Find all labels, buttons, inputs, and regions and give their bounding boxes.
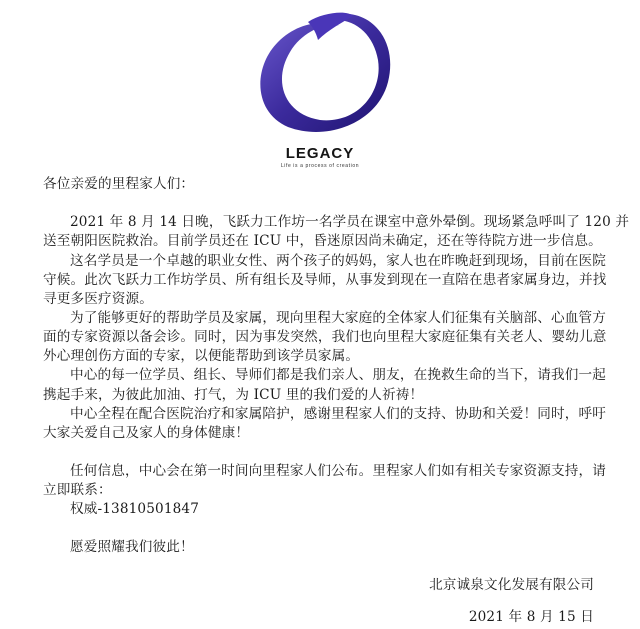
paragraph-4-line-2: 携起手来，为彼此加油、打气，为 ICU 里的我们爱的人祈祷！ (43, 387, 424, 403)
paragraph-6-line-2: 立即联系： (43, 482, 112, 498)
closing-line: 愿爱照耀我们彼此！ (70, 539, 194, 555)
brand-name: LEGACY (285, 145, 355, 162)
paragraph-5-line-2: 大家关爱自己及家人的身体健康！ (43, 425, 250, 441)
paragraph-1-line-1: 2021 年 8 月 14 日晚，飞跃力工作坊一名学员在课室中意外晕倒。现场紧急呼叫了 120 并 (70, 214, 630, 230)
paragraph-1-line-2: 送至朝阳医院救治。目前学员还在 ICU 中，昏迷原因尚未确定，还在等待院方进一步信息。 (43, 233, 602, 249)
brand-tagline: Life is a process of creation (280, 163, 360, 169)
paragraph-2-line-3: 寻更多医疗资源。 (43, 291, 153, 307)
legacy-logo-icon (248, 2, 396, 138)
paragraph-2-line-1: 这名学员是一个卓越的职业女性、两个孩子的妈妈，家人也在昨晚赶到现场，目前在医院 (70, 253, 607, 269)
signature-company: 北京诚泉文化发展有限公司 (429, 577, 594, 593)
paragraph-2-line-2: 守候。此次飞跃力工作坊学员、所有组长及导师，从事发到现在一直陪在患者家属身边，并找 (43, 272, 607, 288)
paragraph-3-line-3: 外心理创伤方面的专家，以便能帮助到该学员家属。 (43, 348, 360, 364)
contact-phone: 权威-13810501847 (70, 501, 200, 517)
paragraph-3-line-2: 面的专家资源以备会诊。同时，因为事发突然，我们也向里程大家庭征集有关老人、婴幼儿意 (43, 329, 607, 345)
signature-date: 2021 年 8 月 15 日 (468, 609, 594, 625)
paragraph-3-line-1: 为了能够更好的帮助学员及家属，现向里程大家庭的全体家人们征集有关脑部、心血管方 (70, 310, 607, 326)
paragraph-5-line-1: 中心全程在配合医院治疗和家属陪护，感谢里程家人们的支持、协助和关爱！同时，呼吁 (70, 406, 607, 422)
salutation: 各位亲爱的里程家人们： (43, 176, 195, 192)
paragraph-4-line-1: 中心的每一位学员、组长、导师们都是我们亲人、朋友，在挽救生命的当下，请我们一起 (70, 367, 607, 383)
paragraph-6-line-1: 任何信息，中心会在第一时间向里程家人们公布。里程家人们如有相关专家资源支持，请 (70, 463, 607, 479)
